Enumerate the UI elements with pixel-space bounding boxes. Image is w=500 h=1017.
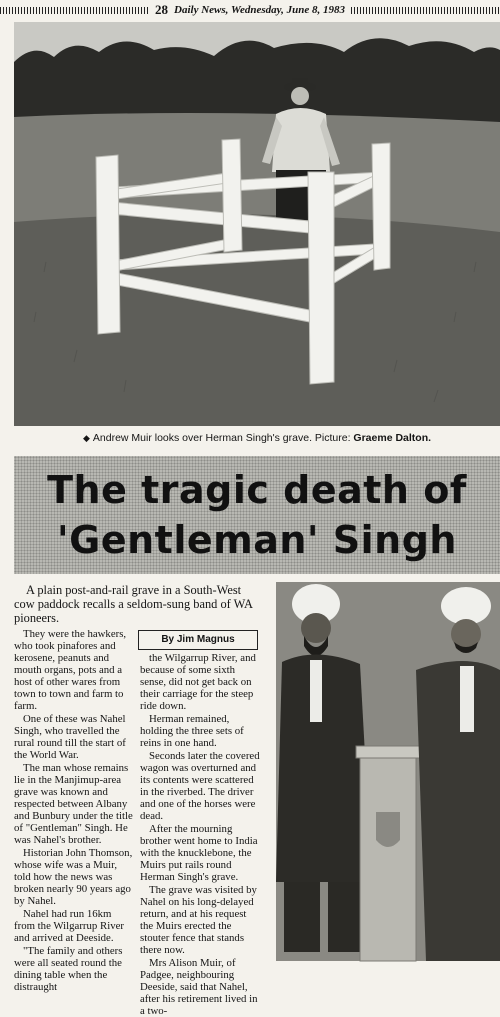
paragraph: The man whose remains lie in the Manjimup-area grave was known and respected between Albany and Bunbury under the title of "Gentleman" Singh. He was Nahel's brother. bbox=[14, 762, 133, 846]
headline-line-1: The tragic death of bbox=[47, 468, 467, 512]
page-number: 28 bbox=[155, 2, 169, 17]
paragraph: They were the hawkers, who took pinafores and kerosene, peanuts and mouth organs, pots and a host of other wares from town to town and farm to farm. bbox=[14, 628, 127, 712]
portrait-photo bbox=[276, 582, 500, 961]
masthead bbox=[0, 0, 500, 20]
paragraph: The grave was visited by Nahel on his long-delayed return, and at his request the Muirs erected the stouter fence that stands there now. bbox=[140, 884, 257, 956]
caption-credit: Graeme Dalton. bbox=[353, 432, 432, 444]
paragraph: One of these was Nahel Singh, who travelled the rural round till the start of the World War. bbox=[14, 713, 126, 761]
article-column-2 bbox=[140, 652, 260, 1017]
paragraph: Mrs Alison Muir, of Padgee, neighbouring Deeside, said that Nahel, after his retirement lived in a two- bbox=[140, 957, 258, 1017]
paragraph: Historian John Thomson, whose wife was a Muir, told how the news was broken nearly 90 years ago by Nahel. bbox=[14, 847, 133, 907]
portrait-photo-illustration bbox=[276, 582, 500, 961]
paragraph: After the mourning brother went home to India with the knucklebone, the Muirs put rails round Herman Singh's grave. bbox=[140, 823, 258, 883]
paragraph: Herman remained, holding the three sets of reins in one hand. bbox=[140, 713, 244, 749]
photo-caption bbox=[14, 430, 500, 446]
caption-text: Andrew Muir looks over Herman Singh's grave. Picture: bbox=[92, 432, 354, 444]
article-column-1 bbox=[14, 628, 134, 993]
masthead-rule-left bbox=[0, 7, 149, 14]
paragraph: "The family and others were all seated round the dining table when the distraught bbox=[14, 945, 123, 993]
paragraph: Seconds later the covered wagon was overturned and its contents were scattered in the riverbed. The driver and one of the horses were dead. bbox=[140, 750, 260, 822]
paragraph: Nahel had run 16km from the Wilgarrup River and arrived at Deeside. bbox=[14, 908, 125, 944]
masthead-rule-right bbox=[351, 7, 500, 14]
headline bbox=[14, 456, 500, 574]
paragraph: the Wilgarrup River, and because of some sixth sense, did not get back on their carriage for the steep ride down. bbox=[140, 652, 256, 712]
dateline: Daily News, Wednesday, June 8, 1983 bbox=[174, 4, 345, 16]
grave-photo-illustration bbox=[14, 22, 500, 426]
headline-line-2: 'Gentleman' Singh bbox=[57, 518, 457, 562]
intro-paragraph: A plain post-and-rail grave in a South-West cow paddock recalls a seldom-sung band of WA pioneers. bbox=[14, 583, 253, 625]
grave-photo bbox=[14, 22, 500, 426]
byline: By Jim Magnus bbox=[138, 630, 258, 650]
diamond-bullet-icon: ◆ bbox=[82, 433, 90, 443]
